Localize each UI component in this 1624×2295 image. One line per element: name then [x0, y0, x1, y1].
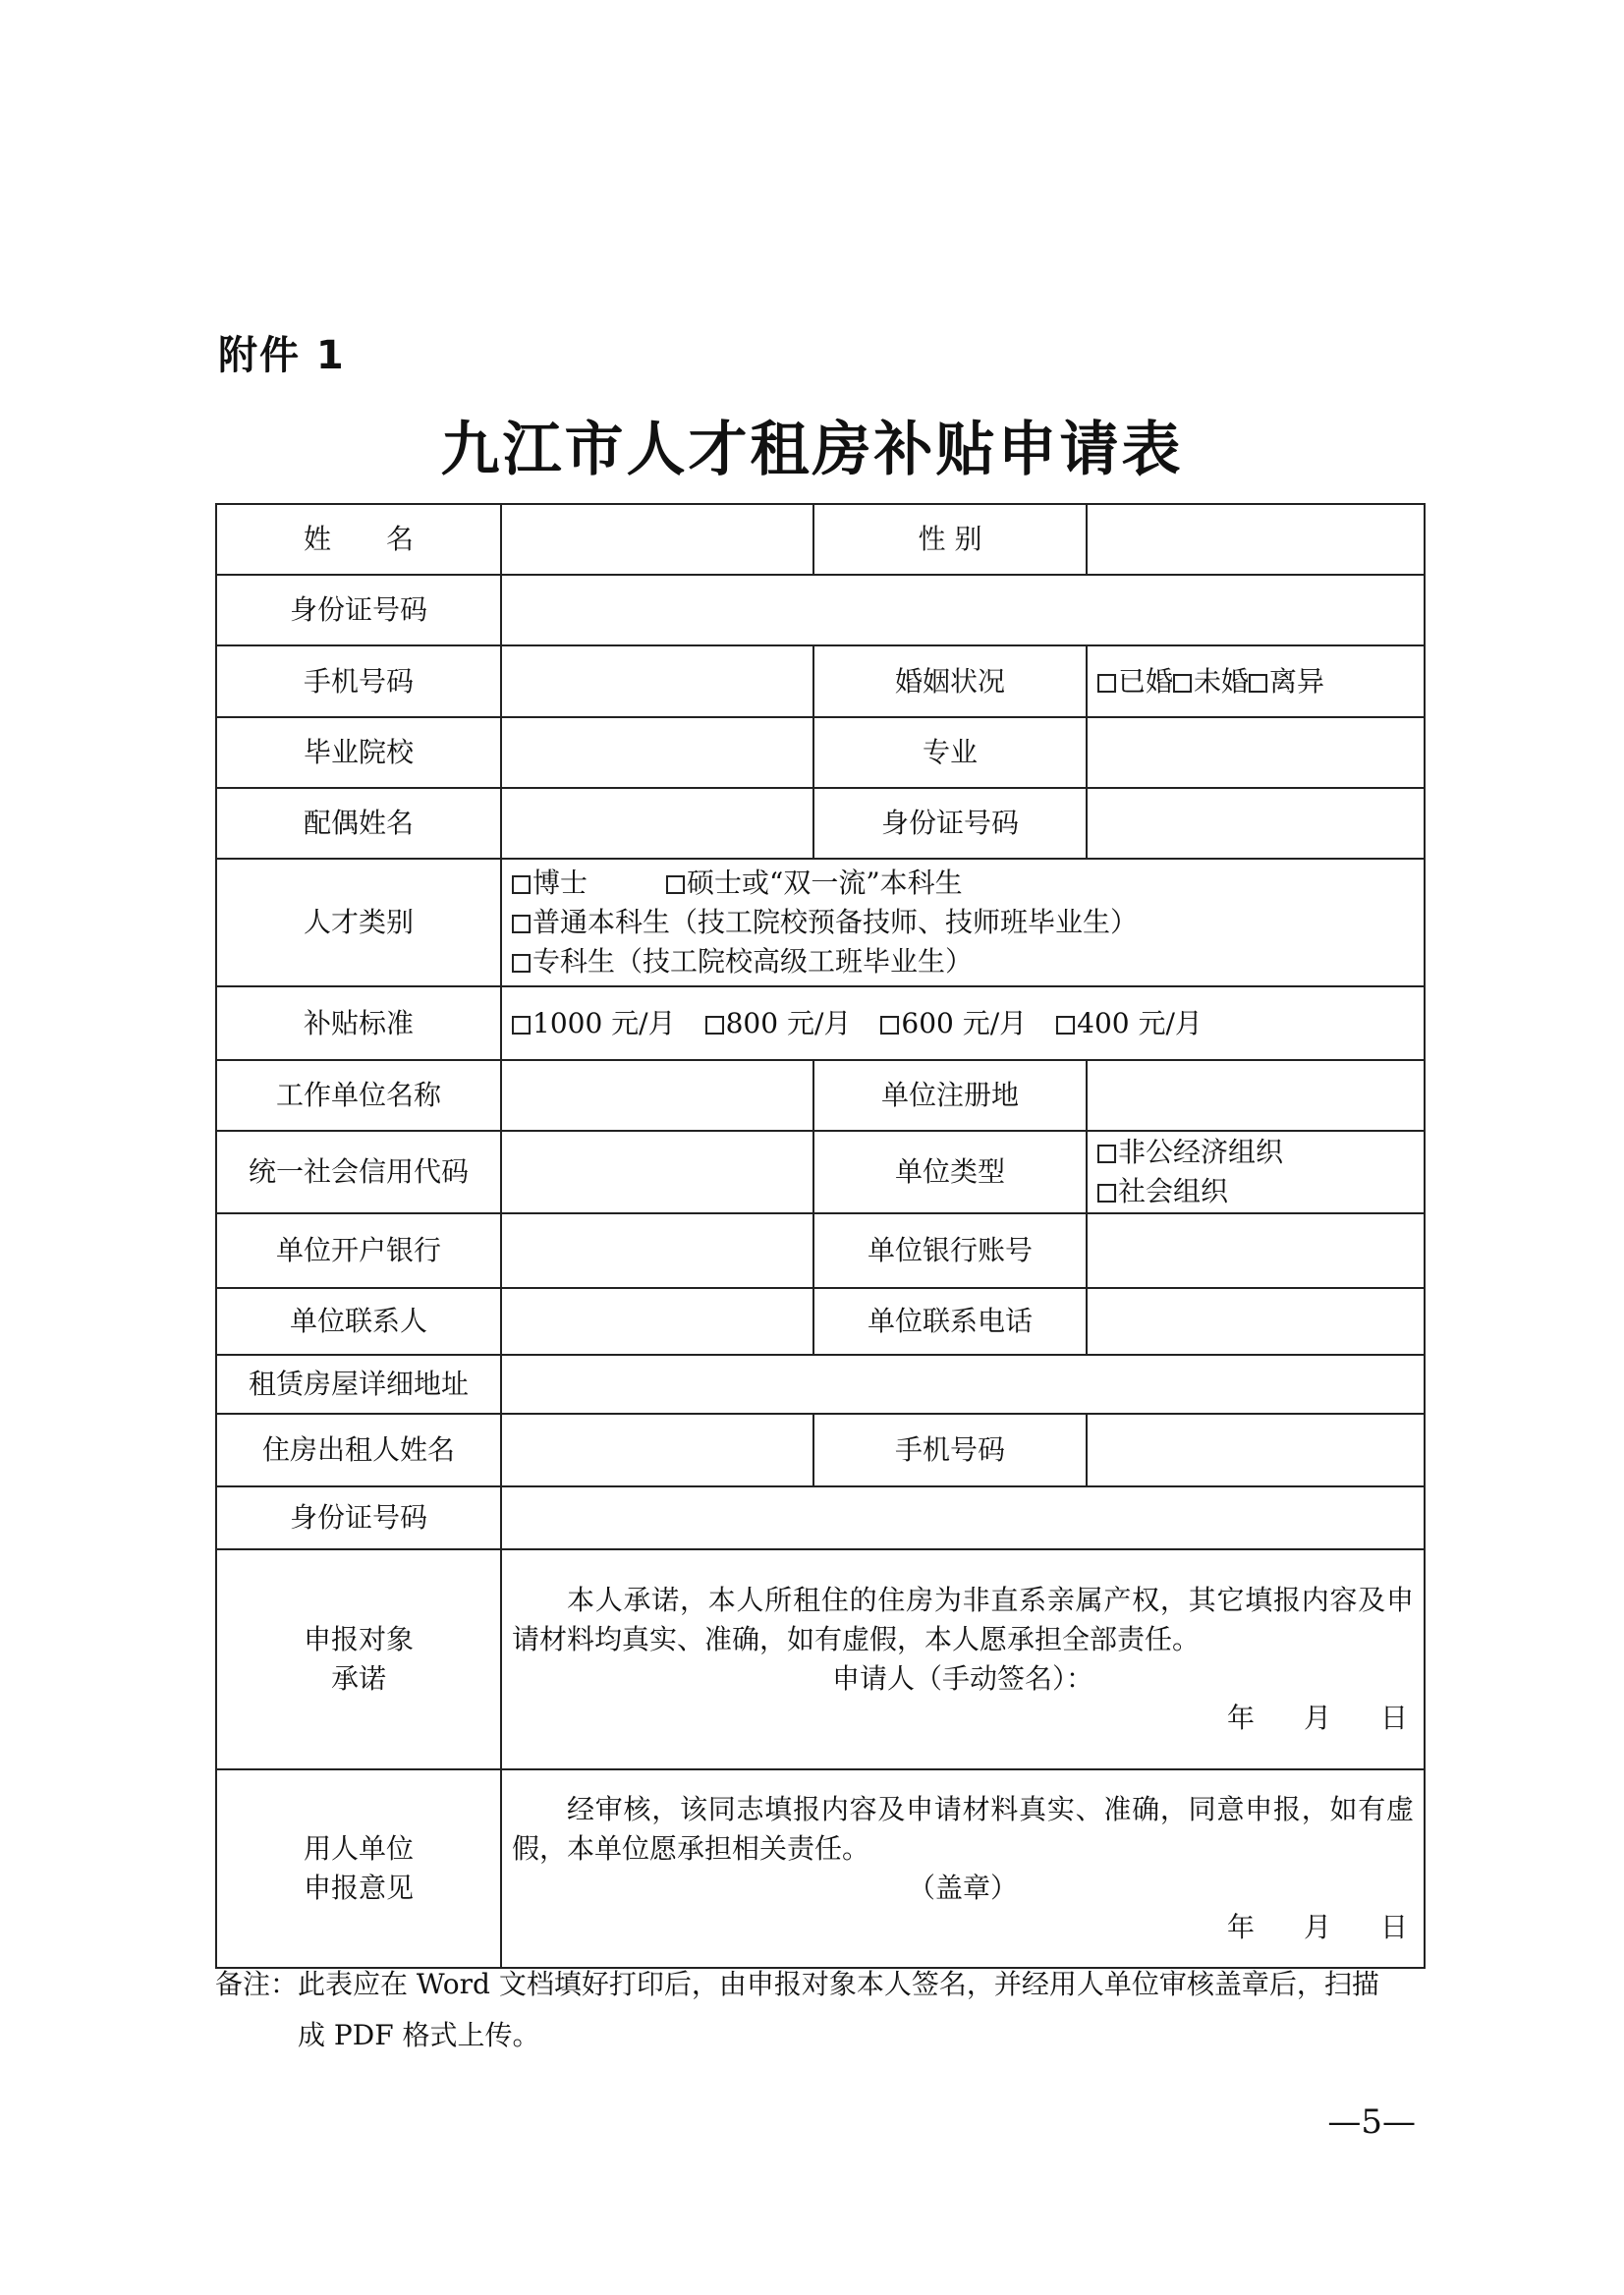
seal-label: （盖章） — [907, 1872, 1018, 1904]
talent-category-label: 人才类别 — [216, 859, 501, 986]
contact-phone-field[interactable] — [1087, 1288, 1425, 1355]
opinion-text: 经审核，该同志填报内容及申请材料真实、准确，同意申报，如有虚假，本单位愿承担相关责任。 — [512, 1793, 1414, 1865]
subsidy-400-label: 400 元/月 — [1077, 1006, 1203, 1039]
row-landlord — [216, 1414, 1425, 1486]
registration-place-label: 单位注册地 — [813, 1060, 1087, 1131]
bank-account-field[interactable] — [1087, 1213, 1425, 1288]
social-organization-label: 社会组织 — [1118, 1175, 1229, 1207]
junior-college-option-label: 专科生（技工院校高级工班毕业生） — [532, 945, 974, 978]
row-school-major — [216, 717, 1425, 788]
promise-label-line2: 承诺 — [330, 1662, 386, 1695]
row-name-gender — [216, 504, 1425, 575]
marital-status-label: 婚姻状况 — [813, 645, 1087, 717]
footnote-line2: 成 PDF 格式上传。 — [298, 2019, 540, 2051]
row-opinion — [216, 1769, 1425, 1968]
promise-date-month: 月 — [1303, 1702, 1331, 1734]
gender-label: 性 别 — [813, 504, 1087, 575]
bank-account-label: 单位银行账号 — [813, 1213, 1087, 1288]
master-option-label: 硕士或“双一流”本科生 — [687, 867, 963, 899]
row-employer — [216, 1060, 1425, 1131]
row-talent-category — [216, 859, 1425, 986]
subsidy-1000-label: 1000 元/月 — [532, 1006, 676, 1039]
spouse-id-label: 身份证号码 — [813, 788, 1087, 859]
major-label: 专业 — [813, 717, 1087, 788]
employer-name-field[interactable] — [501, 1060, 813, 1131]
promise-date-year: 年 — [1226, 1702, 1255, 1734]
opinion-label-line1: 用人单位 — [303, 1832, 414, 1865]
landlord-name-label: 住房出租人姓名 — [216, 1414, 501, 1486]
bank-label: 单位开户银行 — [216, 1213, 501, 1288]
id-number-field[interactable] — [501, 575, 1425, 645]
credit-code-field[interactable] — [501, 1131, 813, 1213]
landlord-phone-field[interactable] — [1087, 1414, 1425, 1486]
promise-content — [501, 1549, 1425, 1769]
footnote — [215, 1959, 1433, 2061]
contact-person-label: 单位联系人 — [216, 1288, 501, 1355]
applicant-signature-label: 申请人（手动签名）： — [831, 1662, 1093, 1695]
doctor-option-label: 博士 — [532, 867, 588, 899]
opinion-date-month: 月 — [1303, 1911, 1331, 1943]
school-field[interactable] — [501, 717, 813, 788]
opinion-date-year: 年 — [1226, 1911, 1255, 1943]
row-bank — [216, 1213, 1425, 1288]
row-contact — [216, 1288, 1425, 1355]
subsidy-400-checkbox[interactable] — [1056, 1016, 1075, 1035]
promise-label — [216, 1549, 501, 1769]
opinion-date — [512, 1908, 1414, 1947]
name-field[interactable] — [501, 504, 813, 575]
row-subsidy — [216, 986, 1425, 1060]
row-id — [216, 575, 1425, 645]
unit-type-options — [1087, 1131, 1425, 1213]
promise-date-day: 日 — [1379, 1702, 1408, 1734]
junior-college-checkbox[interactable] — [512, 954, 531, 973]
undergraduate-checkbox[interactable] — [512, 915, 531, 933]
contact-phone-label: 单位联系电话 — [813, 1288, 1087, 1355]
rental-address-label: 租赁房屋详细地址 — [216, 1355, 501, 1414]
landlord-name-field[interactable] — [501, 1414, 813, 1486]
married-option-label: 已婚 — [1118, 664, 1174, 698]
subsidy-600-label: 600 元/月 — [901, 1006, 1028, 1039]
spouse-name-field[interactable] — [501, 788, 813, 859]
page-number: —5— — [1327, 2102, 1416, 2142]
marital-status-options — [1087, 645, 1425, 717]
phone-label: 手机号码 — [216, 645, 501, 717]
subsidy-1000-checkbox[interactable] — [512, 1016, 531, 1035]
social-organization-checkbox[interactable] — [1097, 1184, 1116, 1203]
school-label: 毕业院校 — [216, 717, 501, 788]
opinion-date-day: 日 — [1379, 1911, 1408, 1943]
row-promise — [216, 1549, 1425, 1769]
rental-address-field[interactable] — [501, 1355, 1425, 1414]
phone-field[interactable] — [501, 645, 813, 717]
doctor-checkbox[interactable] — [512, 875, 531, 894]
spouse-name-label: 配偶姓名 — [216, 788, 501, 859]
row-credit-code — [216, 1131, 1425, 1213]
bank-field[interactable] — [501, 1213, 813, 1288]
unmarried-checkbox[interactable] — [1173, 674, 1192, 693]
row-phone-marital — [216, 645, 1425, 717]
promise-date — [512, 1699, 1414, 1738]
private-economy-label: 非公经济组织 — [1118, 1136, 1284, 1168]
form-title: 九江市人才租房补贴申请表 — [440, 416, 1184, 484]
row-address — [216, 1355, 1425, 1414]
employer-name-label: 工作单位名称 — [216, 1060, 501, 1131]
attachment-label: 附件 1 — [218, 333, 346, 378]
landlord-id-field[interactable] — [501, 1486, 1425, 1549]
landlord-phone-label: 手机号码 — [813, 1414, 1087, 1486]
row-landlord-id — [216, 1486, 1425, 1549]
subsidy-600-checkbox[interactable] — [880, 1016, 899, 1035]
private-economy-checkbox[interactable] — [1097, 1145, 1116, 1163]
promise-label-line1: 申报对象 — [303, 1623, 414, 1655]
subsidy-standard-label: 补贴标准 — [216, 986, 501, 1060]
name-label: 姓 名 — [216, 504, 501, 575]
talent-category-options — [501, 859, 1425, 986]
married-checkbox[interactable] — [1097, 674, 1116, 693]
divorced-option-label: 离异 — [1269, 664, 1325, 698]
master-checkbox[interactable] — [666, 875, 685, 894]
id-number-label: 身份证号码 — [216, 575, 501, 645]
row-spouse — [216, 788, 1425, 859]
gender-field[interactable] — [1087, 504, 1425, 575]
subsidy-800-label: 800 元/月 — [725, 1006, 852, 1039]
promise-text: 本人承诺，本人所租住的住房为非直系亲属产权，其它填报内容及申请材料均真实、准确，如有虚假，本人愿承担全部责任。 — [512, 1584, 1414, 1655]
opinion-label-line2: 申报意见 — [303, 1872, 414, 1904]
subsidy-800-checkbox[interactable] — [705, 1016, 724, 1035]
divorced-checkbox[interactable] — [1249, 674, 1267, 693]
undergraduate-option-label: 普通本科生（技工院校预备技师、技师班毕业生） — [532, 906, 1139, 938]
landlord-id-label: 身份证号码 — [216, 1486, 501, 1549]
opinion-label — [216, 1769, 501, 1968]
registration-place-field[interactable] — [1087, 1060, 1425, 1131]
spouse-id-field[interactable] — [1087, 788, 1425, 859]
unit-type-label: 单位类型 — [813, 1131, 1087, 1213]
opinion-content — [501, 1769, 1425, 1968]
unmarried-option-label: 未婚 — [1194, 664, 1250, 698]
application-form-table — [215, 503, 1426, 1969]
subsidy-standard-options — [501, 986, 1425, 1060]
credit-code-label: 统一社会信用代码 — [216, 1131, 501, 1213]
major-field[interactable] — [1087, 717, 1425, 788]
contact-person-field[interactable] — [501, 1288, 813, 1355]
footnote-line1: 备注：此表应在 Word 文档填好打印后，由申报对象本人签名，并经用人单位审核盖章后，扫描 — [215, 1968, 1379, 2000]
